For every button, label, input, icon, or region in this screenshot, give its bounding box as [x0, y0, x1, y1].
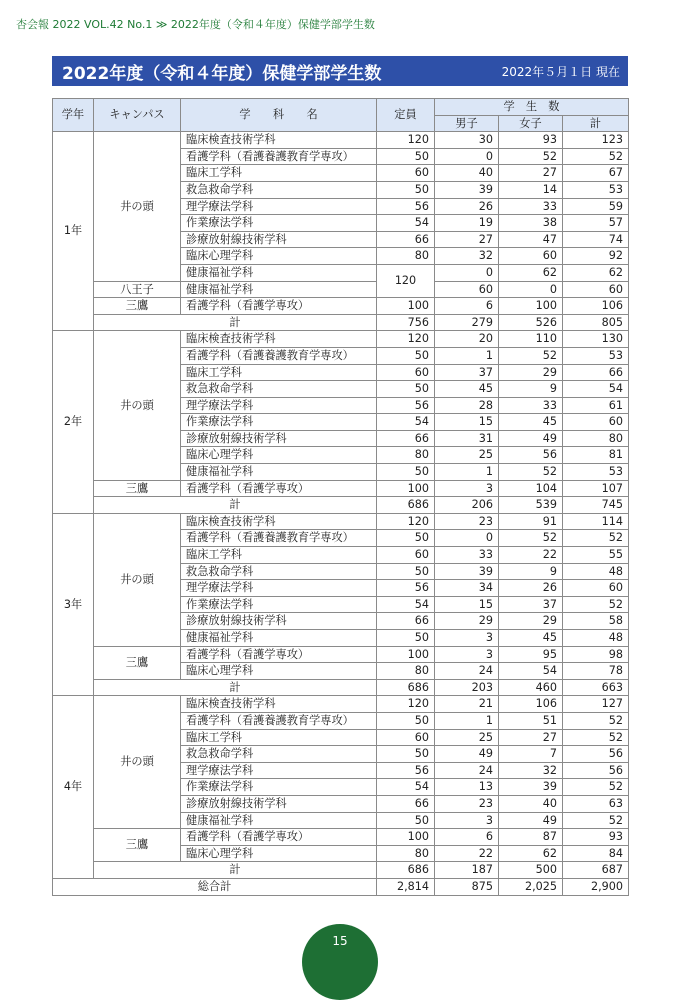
department-name: 臨床心理学科 — [181, 845, 377, 862]
male-count: 28 — [435, 397, 499, 414]
capacity-cell: 100 — [377, 298, 435, 315]
female-count: 87 — [499, 829, 563, 846]
department-name: 看護学科（看護養護教育学専攻） — [181, 530, 377, 547]
male-count: 29 — [435, 613, 499, 630]
total-count: 81 — [563, 447, 629, 464]
subtotal-female: 500 — [499, 862, 563, 879]
campus-label: 井の頭 — [94, 331, 181, 480]
total-count: 55 — [563, 547, 629, 564]
department-name: 診療放射線技術学科 — [181, 430, 377, 447]
female-count: 45 — [499, 414, 563, 431]
subtotal-capacity: 686 — [377, 862, 435, 879]
year-label: 4年 — [53, 696, 94, 879]
male-count: 31 — [435, 430, 499, 447]
female-count: 52 — [499, 464, 563, 481]
subtotal-capacity: 686 — [377, 497, 435, 514]
female-count: 54 — [499, 663, 563, 680]
female-count: 60 — [499, 248, 563, 265]
total-count: 52 — [563, 812, 629, 829]
total-count: 60 — [563, 414, 629, 431]
department-name: 救急救命学科 — [181, 746, 377, 763]
female-count: 45 — [499, 630, 563, 647]
total-count: 62 — [563, 264, 629, 281]
total-count: 130 — [563, 331, 629, 348]
capacity-cell: 66 — [377, 795, 435, 812]
department-name: 臨床検査技術学科 — [181, 696, 377, 713]
male-count: 0 — [435, 148, 499, 165]
female-count: 93 — [499, 132, 563, 149]
year-label: 1年 — [53, 132, 94, 331]
table-row — [53, 298, 629, 315]
female-count: 29 — [499, 364, 563, 381]
table-row — [53, 480, 629, 497]
female-count: 100 — [499, 298, 563, 315]
subtotal-total: 805 — [563, 314, 629, 331]
total-count: 52 — [563, 596, 629, 613]
male-count: 0 — [435, 530, 499, 547]
total-count: 56 — [563, 762, 629, 779]
total-count: 80 — [563, 430, 629, 447]
female-count: 27 — [499, 165, 563, 182]
capacity-cell: 66 — [377, 430, 435, 447]
department-name: 看護学科（看護養護教育学専攻） — [181, 148, 377, 165]
subtotal-capacity: 686 — [377, 679, 435, 696]
department-name: 健康福祉学科 — [181, 812, 377, 829]
department-name: 臨床心理学科 — [181, 447, 377, 464]
female-count: 39 — [499, 779, 563, 796]
male-count: 34 — [435, 580, 499, 597]
female-count: 95 — [499, 646, 563, 663]
total-count: 74 — [563, 231, 629, 248]
capacity-cell: 60 — [377, 364, 435, 381]
capacity-cell: 120 — [377, 513, 435, 530]
male-count: 1 — [435, 712, 499, 729]
total-count: 60 — [563, 580, 629, 597]
female-count: 7 — [499, 746, 563, 763]
subtotal-male: 203 — [435, 679, 499, 696]
campus-label: 三鷹 — [94, 646, 181, 679]
department-name: 看護学科（看護学専攻） — [181, 480, 377, 497]
subtotal-female: 460 — [499, 679, 563, 696]
capacity-cell: 60 — [377, 547, 435, 564]
female-count: 22 — [499, 547, 563, 564]
total-count: 56 — [563, 746, 629, 763]
female-count: 62 — [499, 264, 563, 281]
subtotal-female: 526 — [499, 314, 563, 331]
female-count: 49 — [499, 812, 563, 829]
male-count: 25 — [435, 447, 499, 464]
header-department: 学 科 名 — [181, 99, 377, 132]
female-count: 32 — [499, 762, 563, 779]
subtotal-total: 745 — [563, 497, 629, 514]
header-students: 学 生 数 — [435, 99, 629, 116]
department-name: 診療放射線技術学科 — [181, 231, 377, 248]
capacity-cell: 66 — [377, 231, 435, 248]
department-name: 看護学科（看護学専攻） — [181, 298, 377, 315]
department-name: 看護学科（看護養護教育学専攻） — [181, 712, 377, 729]
capacity-cell: 100 — [377, 646, 435, 663]
male-count: 60 — [435, 281, 499, 298]
capacity-cell: 56 — [377, 762, 435, 779]
capacity-cell: 66 — [377, 613, 435, 630]
subtotal-male: 279 — [435, 314, 499, 331]
male-count: 23 — [435, 795, 499, 812]
header-campus: キャンパス — [94, 99, 181, 132]
total-count: 48 — [563, 630, 629, 647]
campus-label: 井の頭 — [94, 132, 181, 281]
male-count: 1 — [435, 347, 499, 364]
capacity-cell: 54 — [377, 215, 435, 232]
subtotal-capacity: 756 — [377, 314, 435, 331]
subtotal-male: 206 — [435, 497, 499, 514]
department-name: 臨床検査技術学科 — [181, 331, 377, 348]
capacity-cell: 54 — [377, 596, 435, 613]
capacity-cell: 80 — [377, 663, 435, 680]
male-count: 19 — [435, 215, 499, 232]
subtotal-row — [53, 862, 629, 879]
total-count: 54 — [563, 381, 629, 398]
department-name: 作業療法学科 — [181, 596, 377, 613]
year-label: 2年 — [53, 331, 94, 514]
total-count: 78 — [563, 663, 629, 680]
male-count: 45 — [435, 381, 499, 398]
department-name: 診療放射線技術学科 — [181, 613, 377, 630]
header-female: 女子 — [499, 115, 563, 132]
department-name: 臨床工学科 — [181, 165, 377, 182]
female-count: 47 — [499, 231, 563, 248]
male-count: 37 — [435, 364, 499, 381]
subtotal-total: 687 — [563, 862, 629, 879]
male-count: 6 — [435, 298, 499, 315]
male-count: 26 — [435, 198, 499, 215]
female-count: 52 — [499, 530, 563, 547]
capacity-cell: 100 — [377, 829, 435, 846]
male-count: 6 — [435, 829, 499, 846]
table-row — [53, 331, 629, 348]
male-count: 32 — [435, 248, 499, 265]
capacity-cell: 50 — [377, 347, 435, 364]
female-count: 56 — [499, 447, 563, 464]
table-row — [53, 513, 629, 530]
female-count: 91 — [499, 513, 563, 530]
total-count: 53 — [563, 464, 629, 481]
male-count: 20 — [435, 331, 499, 348]
male-count: 30 — [435, 132, 499, 149]
campus-label: 三鷹 — [94, 298, 181, 315]
total-count: 53 — [563, 181, 629, 198]
female-count: 33 — [499, 397, 563, 414]
page-title: 2022年度（令和４年度）保健学部学生数 — [62, 64, 382, 84]
department-name: 健康福祉学科 — [181, 464, 377, 481]
total-count: 52 — [563, 530, 629, 547]
department-name: 理学療法学科 — [181, 198, 377, 215]
subtotal-label: 計 — [94, 679, 377, 696]
total-count: 48 — [563, 563, 629, 580]
capacity-cell: 54 — [377, 414, 435, 431]
department-name: 理学療法学科 — [181, 762, 377, 779]
male-count: 39 — [435, 181, 499, 198]
capacity-cell: 120 — [377, 132, 435, 149]
total-count: 60 — [563, 281, 629, 298]
department-name: 臨床工学科 — [181, 547, 377, 564]
department-name: 救急救命学科 — [181, 381, 377, 398]
male-count: 39 — [435, 563, 499, 580]
total-count: 53 — [563, 347, 629, 364]
table-row — [53, 829, 629, 846]
total-count: 52 — [563, 712, 629, 729]
department-name: 診療放射線技術学科 — [181, 795, 377, 812]
capacity-cell: 120 — [377, 264, 435, 297]
total-count: 67 — [563, 165, 629, 182]
as-of-date: 2022年５月１日 現在 — [501, 65, 620, 79]
subtotal-row — [53, 679, 629, 696]
total-count: 123 — [563, 132, 629, 149]
department-name: 作業療法学科 — [181, 215, 377, 232]
female-count: 40 — [499, 795, 563, 812]
female-count: 106 — [499, 696, 563, 713]
male-count: 3 — [435, 630, 499, 647]
page-number — [302, 924, 378, 1000]
capacity-cell: 80 — [377, 845, 435, 862]
capacity-cell: 50 — [377, 712, 435, 729]
female-count: 26 — [499, 580, 563, 597]
total-count: 52 — [563, 148, 629, 165]
male-count: 3 — [435, 812, 499, 829]
total-count: 92 — [563, 248, 629, 265]
department-name: 看護学科（看護養護教育学専攻） — [181, 347, 377, 364]
total-count: 63 — [563, 795, 629, 812]
capacity-cell: 50 — [377, 464, 435, 481]
department-name: 臨床心理学科 — [181, 248, 377, 265]
female-count: 62 — [499, 845, 563, 862]
department-name: 臨床工学科 — [181, 729, 377, 746]
department-name: 救急救命学科 — [181, 181, 377, 198]
male-count: 27 — [435, 231, 499, 248]
department-name: 臨床工学科 — [181, 364, 377, 381]
student-count-table — [52, 98, 629, 896]
table-row — [53, 132, 629, 149]
department-name: 看護学科（看護学専攻） — [181, 646, 377, 663]
male-count: 0 — [435, 264, 499, 281]
grand-total-total: 2,900 — [563, 878, 629, 895]
department-name: 理学療法学科 — [181, 580, 377, 597]
female-count: 51 — [499, 712, 563, 729]
female-count: 0 — [499, 281, 563, 298]
department-name: 健康福祉学科 — [181, 264, 377, 281]
female-count: 9 — [499, 381, 563, 398]
total-count: 61 — [563, 397, 629, 414]
subtotal-label: 計 — [94, 314, 377, 331]
male-count: 49 — [435, 746, 499, 763]
subtotal-row — [53, 497, 629, 514]
running-header: 杏会報 2022 VOL.42 No.1 ≫ 2022年度（令和４年度）保健学部学生数 — [16, 18, 375, 31]
year-label: 3年 — [53, 513, 94, 696]
department-name: 臨床検査技術学科 — [181, 513, 377, 530]
department-name: 作業療法学科 — [181, 414, 377, 431]
capacity-cell: 50 — [377, 148, 435, 165]
female-count: 29 — [499, 613, 563, 630]
grand-total-label: 総合計 — [53, 878, 377, 895]
capacity-cell: 120 — [377, 331, 435, 348]
capacity-cell: 60 — [377, 729, 435, 746]
total-count: 98 — [563, 646, 629, 663]
capacity-cell: 56 — [377, 198, 435, 215]
male-count: 24 — [435, 762, 499, 779]
male-count: 15 — [435, 414, 499, 431]
female-count: 37 — [499, 596, 563, 613]
header-male: 男子 — [435, 115, 499, 132]
department-name: 理学療法学科 — [181, 397, 377, 414]
male-count: 1 — [435, 464, 499, 481]
header-capacity: 定員 — [377, 99, 435, 132]
total-count: 57 — [563, 215, 629, 232]
grand-total-capacity: 2,814 — [377, 878, 435, 895]
female-count: 52 — [499, 148, 563, 165]
table-row — [53, 696, 629, 713]
grand-total-row — [53, 878, 629, 895]
male-count: 33 — [435, 547, 499, 564]
campus-label: 井の頭 — [94, 513, 181, 646]
total-count: 93 — [563, 829, 629, 846]
subtotal-male: 187 — [435, 862, 499, 879]
male-count: 13 — [435, 779, 499, 796]
total-count: 58 — [563, 613, 629, 630]
female-count: 110 — [499, 331, 563, 348]
capacity-cell: 80 — [377, 248, 435, 265]
subtotal-label: 計 — [94, 497, 377, 514]
capacity-cell: 50 — [377, 746, 435, 763]
total-count: 84 — [563, 845, 629, 862]
table-row — [53, 646, 629, 663]
department-name: 看護学科（看護学専攻） — [181, 829, 377, 846]
female-count: 14 — [499, 181, 563, 198]
title-bar — [52, 56, 628, 86]
male-count: 3 — [435, 646, 499, 663]
total-count: 52 — [563, 779, 629, 796]
total-count: 52 — [563, 729, 629, 746]
male-count: 22 — [435, 845, 499, 862]
table-row — [53, 281, 629, 298]
capacity-cell: 50 — [377, 381, 435, 398]
page-number-text: 15 — [332, 934, 348, 948]
capacity-cell: 50 — [377, 181, 435, 198]
department-name: 作業療法学科 — [181, 779, 377, 796]
male-count: 25 — [435, 729, 499, 746]
female-count: 9 — [499, 563, 563, 580]
subtotal-female: 539 — [499, 497, 563, 514]
capacity-cell: 50 — [377, 530, 435, 547]
capacity-cell: 100 — [377, 480, 435, 497]
department-name: 臨床心理学科 — [181, 663, 377, 680]
total-count: 114 — [563, 513, 629, 530]
capacity-cell: 50 — [377, 630, 435, 647]
total-count: 106 — [563, 298, 629, 315]
subtotal-total: 663 — [563, 679, 629, 696]
department-name: 救急救命学科 — [181, 563, 377, 580]
total-count: 66 — [563, 364, 629, 381]
department-name: 健康福祉学科 — [181, 281, 377, 298]
department-name: 健康福祉学科 — [181, 630, 377, 647]
male-count: 23 — [435, 513, 499, 530]
male-count: 15 — [435, 596, 499, 613]
capacity-cell: 120 — [377, 696, 435, 713]
male-count: 40 — [435, 165, 499, 182]
capacity-cell: 60 — [377, 165, 435, 182]
capacity-cell: 50 — [377, 812, 435, 829]
female-count: 52 — [499, 347, 563, 364]
total-count: 127 — [563, 696, 629, 713]
capacity-cell: 80 — [377, 447, 435, 464]
header-year: 学年 — [53, 99, 94, 132]
department-name: 臨床検査技術学科 — [181, 132, 377, 149]
header-total: 計 — [563, 115, 629, 132]
female-count: 38 — [499, 215, 563, 232]
female-count: 104 — [499, 480, 563, 497]
total-count: 107 — [563, 480, 629, 497]
capacity-cell: 50 — [377, 563, 435, 580]
capacity-cell: 54 — [377, 779, 435, 796]
subtotal-label: 計 — [94, 862, 377, 879]
campus-label: 三鷹 — [94, 829, 181, 862]
female-count: 33 — [499, 198, 563, 215]
campus-label: 三鷹 — [94, 480, 181, 497]
male-count: 24 — [435, 663, 499, 680]
capacity-cell: 56 — [377, 580, 435, 597]
total-count: 59 — [563, 198, 629, 215]
male-count: 21 — [435, 696, 499, 713]
grand-total-male: 875 — [435, 878, 499, 895]
female-count: 49 — [499, 430, 563, 447]
male-count: 3 — [435, 480, 499, 497]
campus-label: 井の頭 — [94, 696, 181, 829]
subtotal-row — [53, 314, 629, 331]
campus-label: 八王子 — [94, 281, 181, 298]
grand-total-female: 2,025 — [499, 878, 563, 895]
female-count: 27 — [499, 729, 563, 746]
capacity-cell: 56 — [377, 397, 435, 414]
